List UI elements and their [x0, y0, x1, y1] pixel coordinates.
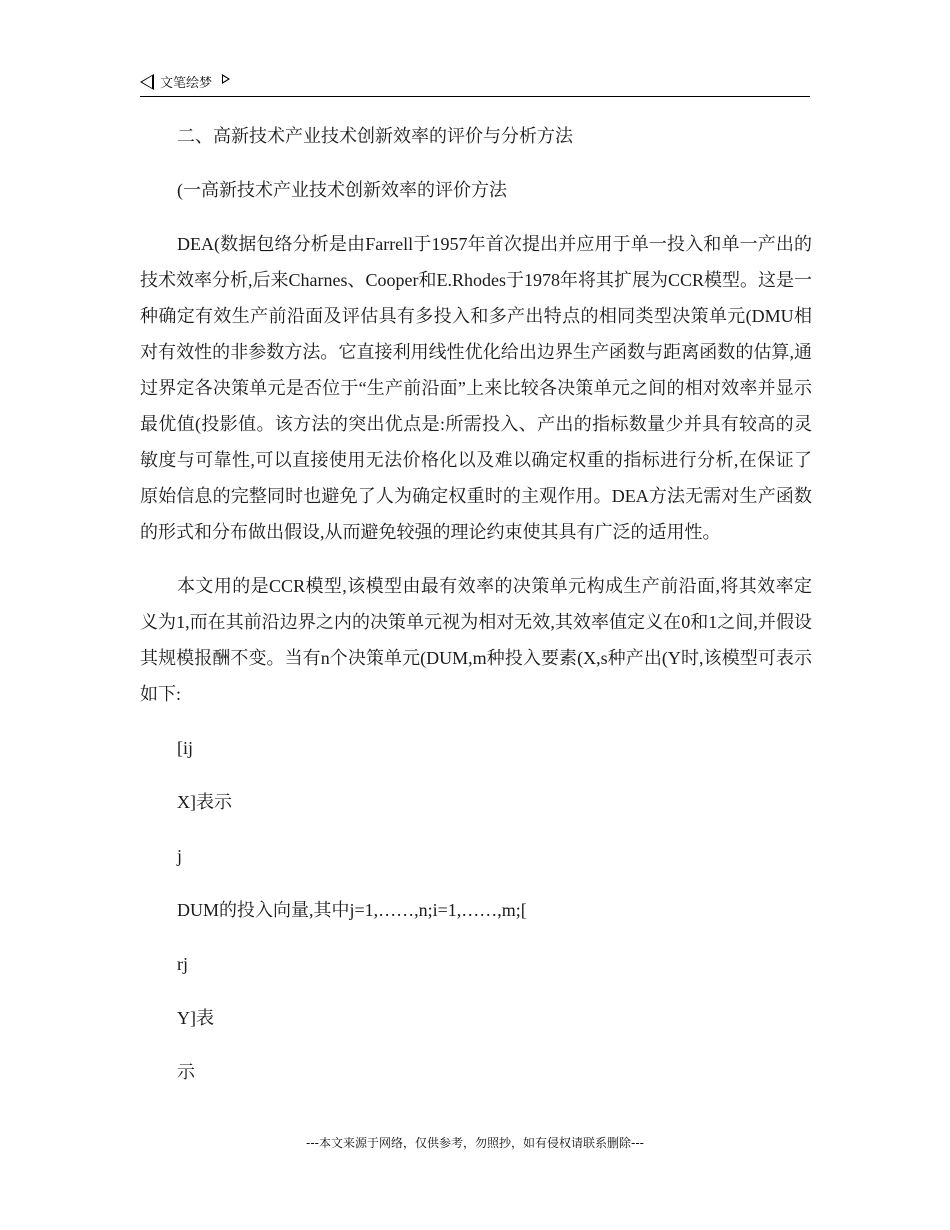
- page-header: [140, 70, 810, 97]
- formula-fragment: j: [177, 846, 183, 866]
- document-body: [140, 118, 812, 1108]
- subsection-heading: (一高新技术产业技术创新效率的评价方法: [177, 180, 507, 200]
- brand-name: 文笔绘梦: [160, 76, 213, 91]
- section-heading: 二、高新技术产业技术创新效率的评价与分析方法: [177, 126, 573, 146]
- triangle-right-icon: [222, 74, 230, 84]
- header-brand: [140, 72, 230, 91]
- paragraph-dea-intro: DEA(数据包络分析是由Farrell于1957年首次提出并应用于单一投入和单一产出的技术效率分析,后来Charnes、Cooper和E.Rhodes于1978年将其扩展为CCR模型。这是一种确定有效生产前沿面及评估具有多投入和多产出特点的相同类型决策单元(DMU相对有效性的非参数方法。它直接利用线性优化给出边界生产函数与距离函数的估算,通过界定各决策单元是否位于“生产前沿面”上来比较各决策单元之间的相对效率并显示最优值(投影值。该方法的突出优点是:所需投入、产出的指标数量少并具有较高的灵敏度与可靠性,可以直接使用无法价格化以及难以确定权重的指标进行分析,在保证了原始信息的完整同时也避免了人为确定权重时的主观作用。DEA方法无需对生产函数的形式和分布做出假设,从而避免较强的理论约束使其具有广泛的适用性。: [140, 234, 812, 542]
- paragraph-ccr-model: 本文用的是CCR模型,该模型由最有效率的决策单元构成生产前沿面,将其效率定义为1,而在其前沿边界之内的决策单元视为相对无效,其效率值定义在0和1之间,并假设其规模报酬不变。当有n个决策单元(DUM,m种投入要素(X,s种产出(Y时,该模型可表示如下:: [140, 576, 812, 704]
- formula-fragment: [ij: [177, 738, 193, 758]
- formula-fragment: DUM的投入向量,其中j=1,……,n;i=1,……,m;[: [177, 900, 527, 920]
- formula-fragment: rj: [177, 954, 188, 974]
- formula-fragment: X]表示: [177, 792, 232, 812]
- formula-fragment: Y]表: [177, 1008, 214, 1028]
- page-footer-notice: ---本文来源于网络，仅供参考，勿照抄，如有侵权请联系删除---: [306, 1136, 644, 1150]
- formula-fragment: 示: [177, 1062, 195, 1082]
- triangle-left-icon: [140, 74, 154, 90]
